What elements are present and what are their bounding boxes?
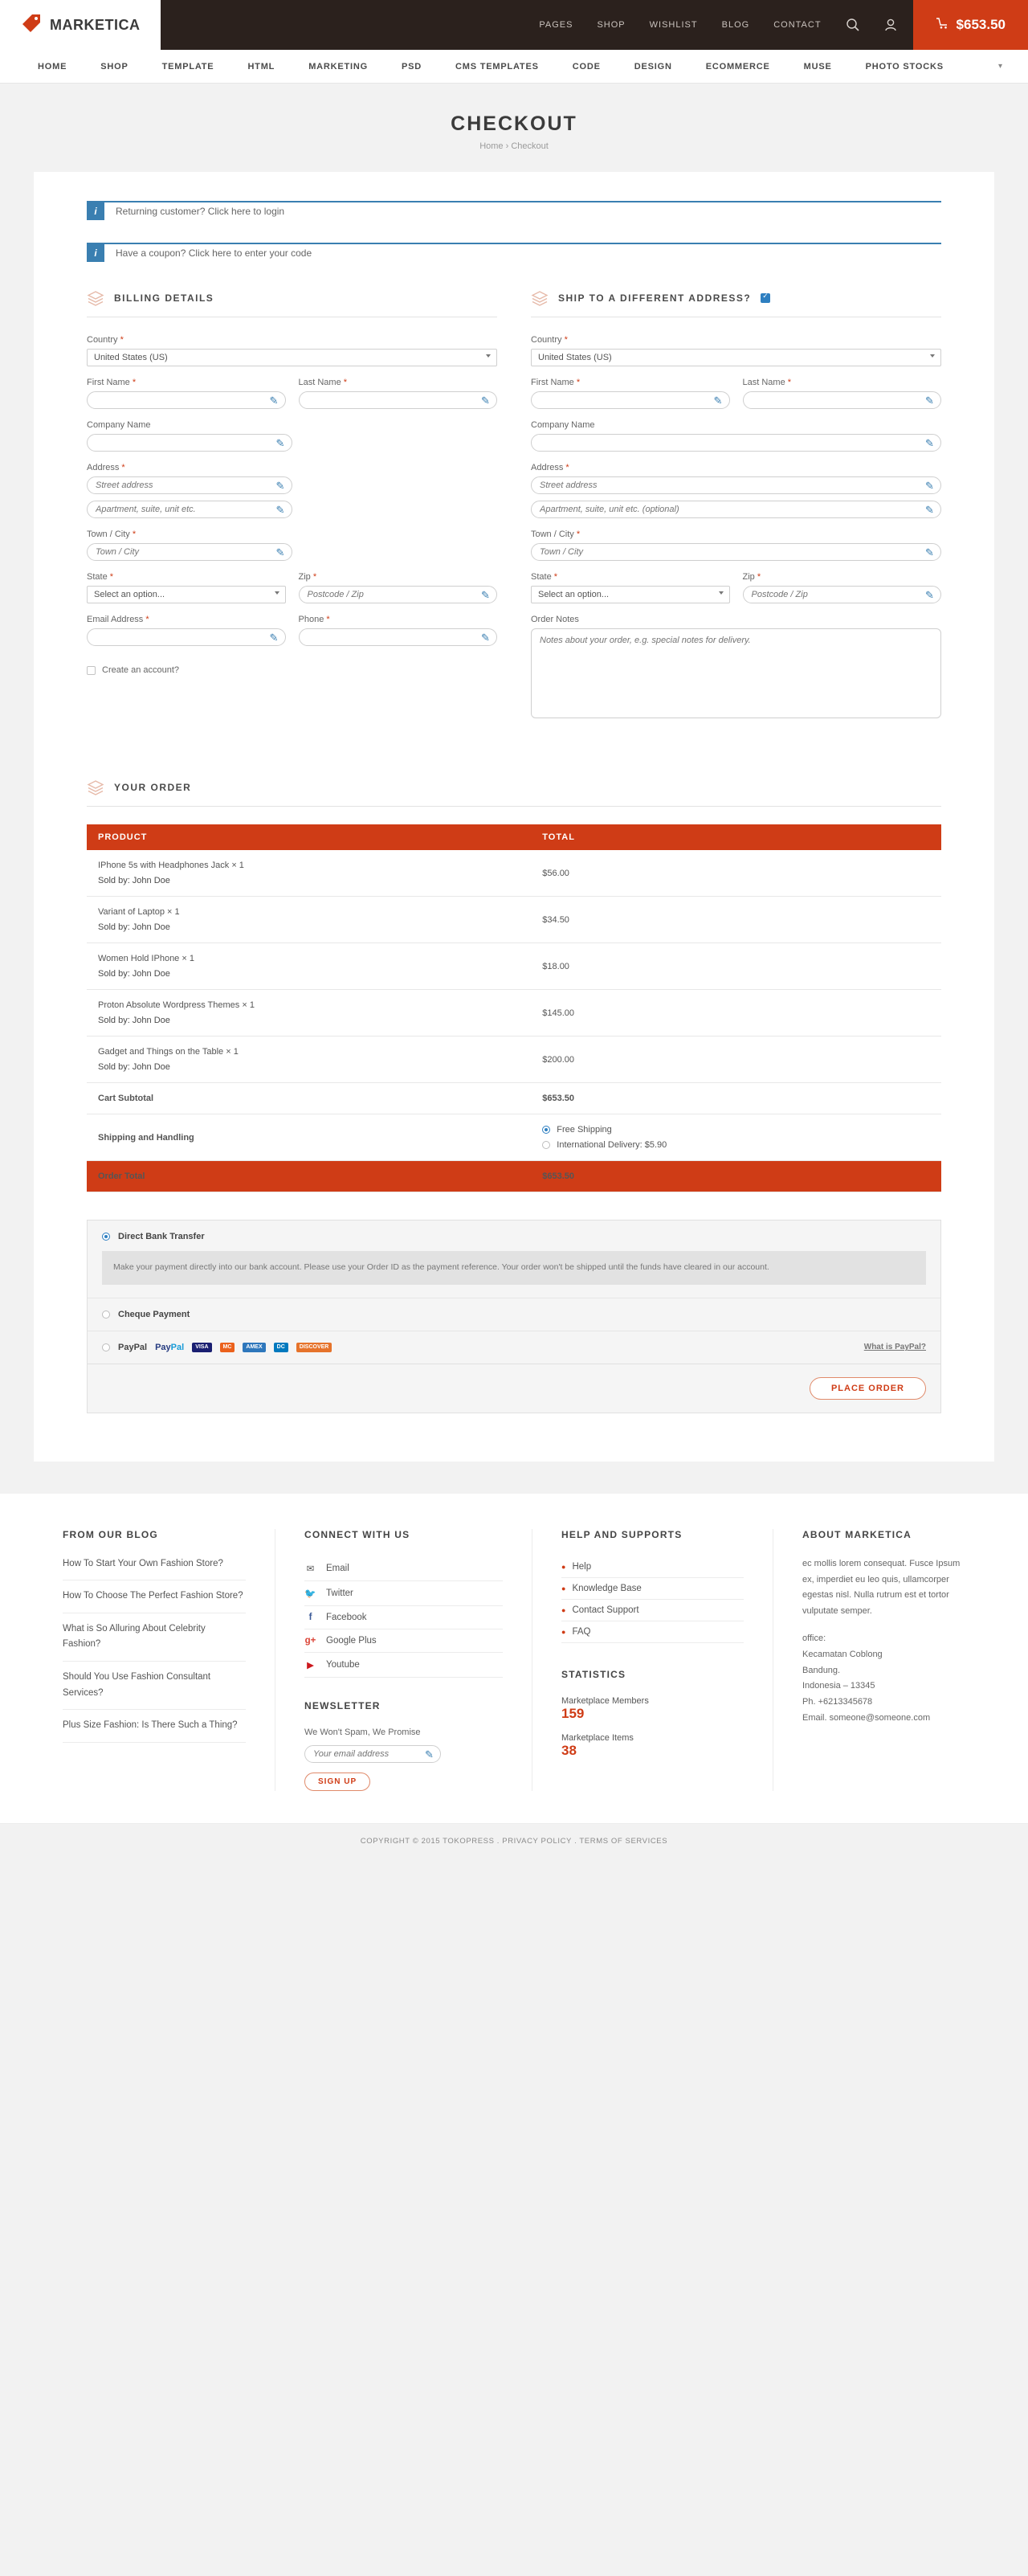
pencil-icon: ✎ bbox=[925, 504, 934, 516]
order-title: YOUR ORDER bbox=[114, 782, 192, 793]
radio-international-delivery[interactable] bbox=[542, 1141, 550, 1149]
office-line: Kecamatan Coblong bbox=[802, 1649, 883, 1659]
billing-city-label: Town / City bbox=[87, 530, 130, 539]
pencil-icon: ✎ bbox=[713, 395, 723, 407]
pencil-icon: ✎ bbox=[269, 632, 279, 644]
billing-zip-group: Zip * Postcode / Zip ✎ bbox=[299, 572, 498, 603]
payment-paypal[interactable] bbox=[88, 1331, 940, 1364]
about-text: ec mollis lorem consequat. Fusce Ipsum ex, imperdiet eu leo quis, ullamcorper egestas nisl. Nulla rutrum est et tortor vulputate semper. bbox=[802, 1558, 961, 1617]
shipping-firstname-group: First Name * ✎ bbox=[531, 378, 730, 409]
help-label: FAQ bbox=[572, 1626, 591, 1637]
blog-link[interactable]: What is So Alluring About Celebrity Fashion? bbox=[63, 1621, 246, 1662]
top-link-wishlist[interactable]: WISHLIST bbox=[649, 20, 698, 30]
billing-email-input[interactable] bbox=[87, 628, 286, 646]
layers-icon bbox=[87, 779, 104, 796]
billing-email-group: Email Address * ✎ bbox=[87, 615, 286, 646]
product-total: $18.00 bbox=[531, 943, 941, 990]
paypal-logo-icon: PayPal bbox=[155, 1342, 185, 1352]
bullet-icon: ● bbox=[561, 1584, 566, 1593]
cart-subtotal-label: Cart Subtotal bbox=[87, 1083, 531, 1114]
order-notes-group bbox=[531, 615, 941, 721]
billing-zip-label: Zip bbox=[298, 572, 311, 582]
blog-link[interactable]: Should You Use Fashion Consultant Services? bbox=[63, 1670, 246, 1710]
chevron-down-icon bbox=[930, 354, 935, 358]
social-link-youtube[interactable] bbox=[304, 1653, 503, 1678]
order-total-label: Order Total bbox=[87, 1161, 531, 1192]
billing-company-input[interactable] bbox=[87, 434, 292, 452]
top-link-contact[interactable]: CONTACT bbox=[773, 20, 822, 30]
your-order-section bbox=[87, 779, 941, 1413]
shipping-state-group: State * Select an option... bbox=[531, 572, 730, 603]
newsletter-email-input[interactable] bbox=[304, 1745, 441, 1763]
chevron-down-icon[interactable]: ▾ bbox=[997, 62, 1002, 71]
product-name: Proton Absolute Wordpress Themes × 1 bbox=[98, 1000, 255, 1010]
nav-muse[interactable]: MUSE bbox=[803, 61, 832, 72]
checkout-card bbox=[34, 172, 994, 1462]
ship-different-checkbox[interactable] bbox=[761, 293, 770, 303]
newsletter-subtitle: We Won't Spam, We Promise bbox=[304, 1727, 421, 1737]
coupon-notice-text[interactable]: Have a coupon? Click here to enter your code bbox=[116, 247, 312, 259]
shipping-zip-group: Zip * Postcode / Zip ✎ bbox=[743, 572, 942, 603]
product-name: Women Hold IPhone × 1 bbox=[98, 954, 194, 963]
radio-direct-bank-transfer[interactable] bbox=[102, 1233, 110, 1241]
nav-code[interactable]: CODE bbox=[572, 61, 601, 72]
social-link-email[interactable] bbox=[304, 1556, 503, 1581]
pencil-icon: ✎ bbox=[275, 480, 285, 492]
help-label: Contact Support bbox=[572, 1605, 639, 1615]
newsletter-signup-button[interactable]: SIGN UP bbox=[304, 1773, 370, 1791]
product-seller: Sold by: John Doe bbox=[98, 922, 170, 932]
what-is-paypal-link[interactable]: What is PayPal? bbox=[863, 1343, 926, 1352]
statistics-heading: STATISTICS bbox=[561, 1668, 626, 1680]
cart-total: $653.50 bbox=[956, 17, 1006, 32]
footer bbox=[0, 1494, 1028, 1858]
nav-shop[interactable]: SHOP bbox=[100, 61, 128, 72]
shipping-country-select[interactable] bbox=[531, 349, 941, 366]
nav-ecommerce[interactable]: ECOMMERCE bbox=[705, 61, 770, 72]
order-notes-label: Order Notes bbox=[531, 615, 579, 624]
cart-subtotal-row bbox=[87, 1083, 941, 1114]
table-row bbox=[87, 1037, 941, 1083]
layers-icon bbox=[531, 289, 549, 307]
shipping-country-label: Country bbox=[531, 335, 562, 345]
shipping-country-group: Country * United States (US) bbox=[531, 335, 941, 366]
shipping-city-label: Town / City bbox=[531, 530, 574, 539]
info-icon: i bbox=[87, 244, 104, 262]
bullet-icon: ● bbox=[561, 1627, 566, 1636]
billing-country-label: Country bbox=[87, 335, 118, 345]
payment-description: Make your payment directly into our bank account. Please use your Order ID as the payment reference. Your order won't be shipped until the funds have cleared in our account. bbox=[102, 1251, 926, 1285]
product-seller: Sold by: John Doe bbox=[98, 1062, 170, 1072]
social-label: Email bbox=[326, 1563, 349, 1573]
place-order-button[interactable]: PLACE ORDER bbox=[810, 1377, 926, 1400]
mastercard-icon: MC bbox=[220, 1343, 235, 1352]
product-seller: Sold by: John Doe bbox=[98, 969, 170, 979]
shipping-firstname-input[interactable] bbox=[531, 391, 730, 409]
bullet-icon: ● bbox=[561, 1562, 566, 1571]
pencil-icon: ✎ bbox=[269, 395, 279, 407]
billing-country-select[interactable] bbox=[87, 349, 497, 366]
pencil-icon: ✎ bbox=[925, 546, 934, 558]
pencil-icon: ✎ bbox=[925, 589, 934, 601]
pencil-icon: ✎ bbox=[481, 395, 490, 407]
copyright-text: COPYRIGHT © 2015 TOKOPRESS bbox=[360, 1836, 495, 1846]
product-total: $200.00 bbox=[531, 1037, 941, 1083]
footer-about-heading: ABOUT MARKETICA bbox=[802, 1528, 912, 1540]
main-nav bbox=[0, 50, 1028, 84]
privacy-policy-link[interactable]: PRIVACY POLICY bbox=[502, 1836, 572, 1846]
table-row bbox=[87, 897, 941, 943]
pencil-icon: ✎ bbox=[481, 632, 490, 644]
info-icon: i bbox=[87, 202, 104, 220]
footer-blog-heading: FROM OUR BLOG bbox=[63, 1528, 158, 1540]
social-link-googleplus[interactable] bbox=[304, 1629, 503, 1653]
help-label: Knowledge Base bbox=[572, 1583, 642, 1593]
top-nav bbox=[161, 0, 913, 50]
shipping-state-label: State bbox=[531, 572, 552, 582]
social-label: Google Plus bbox=[326, 1635, 377, 1646]
shipping-city-input[interactable] bbox=[531, 543, 941, 561]
office-label: office: bbox=[802, 1634, 826, 1644]
create-account-row[interactable] bbox=[87, 665, 497, 675]
help-link-contact-support[interactable] bbox=[561, 1600, 744, 1621]
copyright-bar: COPYRIGHT © 2015 TOKOPRESS . PRIVACY POLICY . TERMS OF SERVICES bbox=[0, 1823, 1028, 1858]
nav-design[interactable]: DESIGN bbox=[634, 61, 672, 72]
billing-lastname-group: Last Name * ✎ bbox=[299, 378, 498, 409]
order-table bbox=[87, 824, 941, 1192]
shipping-option-label: Free Shipping bbox=[557, 1125, 612, 1135]
billing-phone-input[interactable] bbox=[299, 628, 498, 646]
create-account-label: Create an account? bbox=[102, 665, 180, 675]
billing-address-group: Address * Street address ✎ Apartment, suite, unit etc. ✎ bbox=[87, 463, 497, 518]
page-header bbox=[0, 84, 1028, 172]
logo[interactable] bbox=[0, 0, 161, 50]
nav-photo-stocks[interactable]: PHOTO STOCKS bbox=[865, 61, 944, 72]
blog-link[interactable]: How To Choose The Perfect Fashion Store? bbox=[63, 1589, 246, 1613]
discover-card-icon: DISCOVER bbox=[296, 1343, 332, 1352]
pencil-icon: ✎ bbox=[925, 395, 934, 407]
top-link-blog[interactable]: BLOG bbox=[721, 20, 750, 30]
leaf-tag-icon bbox=[21, 13, 42, 37]
billing-address2-input[interactable] bbox=[87, 501, 292, 518]
shipping-option-label: International Delivery: $5.90 bbox=[557, 1140, 667, 1150]
social-link-twitter[interactable] bbox=[304, 1581, 503, 1606]
col-product: PRODUCT bbox=[87, 824, 531, 850]
top-link-shop[interactable]: SHOP bbox=[597, 20, 626, 30]
billing-zip-input[interactable] bbox=[299, 586, 498, 603]
shipping-company-input[interactable] bbox=[531, 434, 941, 452]
footer-connect bbox=[275, 1529, 532, 1791]
radio-cheque-payment[interactable] bbox=[102, 1310, 110, 1319]
members-value: 159 bbox=[561, 1705, 585, 1721]
cart-button[interactable] bbox=[913, 0, 1028, 50]
pencil-icon: ✎ bbox=[275, 437, 285, 449]
office-line: Indonesia – 13345 bbox=[802, 1681, 875, 1691]
facebook-icon: f bbox=[308, 1612, 312, 1622]
twitter-icon: 🐦 bbox=[304, 1589, 316, 1599]
shipping-row bbox=[87, 1114, 941, 1161]
pencil-icon: ✎ bbox=[425, 1748, 434, 1760]
coupon-notice[interactable] bbox=[87, 243, 941, 262]
table-row bbox=[87, 850, 941, 897]
col-total: TOTAL bbox=[531, 824, 941, 850]
social-label: Facebook bbox=[326, 1612, 367, 1622]
amex-card-icon: AMEX bbox=[243, 1343, 265, 1352]
billing-company-group bbox=[87, 420, 497, 452]
newsletter-heading: NEWSLETTER bbox=[304, 1699, 381, 1711]
shipping-zip-label: Zip bbox=[742, 572, 755, 582]
billing-firstname-label: First Name bbox=[87, 378, 130, 387]
office-line: Bandung. bbox=[802, 1665, 841, 1675]
shipping-option-free[interactable] bbox=[542, 1125, 930, 1135]
billing-city-group: Town / City * Town / City ✎ bbox=[87, 530, 497, 561]
billing-city-input[interactable] bbox=[87, 543, 292, 561]
login-notice-text[interactable]: Returning customer? Click here to login bbox=[116, 206, 285, 217]
billing-company-label: Company Name bbox=[87, 420, 151, 430]
billing-title: BILLING DETAILS bbox=[114, 292, 214, 304]
billing-email-label: Email Address bbox=[87, 615, 144, 624]
shipping-address-group: Address * Street address ✎ Apartment, suite, unit etc. (optional) ✎ bbox=[531, 463, 941, 518]
place-order-row bbox=[87, 1364, 941, 1413]
product-name: Variant of Laptop × 1 bbox=[98, 907, 180, 917]
cart-icon bbox=[936, 17, 948, 33]
footer-help bbox=[532, 1529, 773, 1791]
nav-home[interactable]: HOME bbox=[38, 61, 67, 72]
shipping-column bbox=[531, 289, 941, 732]
billing-address-label: Address bbox=[87, 463, 120, 472]
bullet-icon: ● bbox=[561, 1605, 566, 1614]
top-link-pages[interactable]: PAGES bbox=[539, 20, 573, 30]
search-icon[interactable] bbox=[846, 18, 860, 32]
payment-cheque[interactable] bbox=[88, 1298, 940, 1331]
billing-phone-label: Phone bbox=[298, 615, 324, 624]
product-total: $34.50 bbox=[531, 897, 941, 943]
nav-cms-templates[interactable]: CMS TEMPLATES bbox=[455, 61, 539, 72]
items-value: 38 bbox=[561, 1742, 577, 1758]
table-row bbox=[87, 943, 941, 990]
radio-free-shipping[interactable] bbox=[542, 1126, 550, 1134]
social-link-facebook[interactable] bbox=[304, 1606, 503, 1629]
shipping-lastname-label: Last Name bbox=[742, 378, 785, 387]
login-notice[interactable] bbox=[87, 201, 941, 220]
product-name: Gadget and Things on the Table × 1 bbox=[98, 1047, 239, 1057]
payment-methods bbox=[87, 1220, 941, 1364]
pencil-icon: ✎ bbox=[925, 437, 934, 449]
order-table-header bbox=[87, 824, 941, 850]
billing-country-group: Country * United States (US) bbox=[87, 335, 497, 366]
members-label: Marketplace Members bbox=[561, 1695, 649, 1706]
pencil-icon: ✎ bbox=[481, 589, 490, 601]
billing-firstname-input[interactable] bbox=[87, 391, 286, 409]
pencil-icon: ✎ bbox=[925, 480, 934, 492]
billing-phone-group: Phone * ✎ bbox=[299, 615, 498, 646]
shipping-zip-input[interactable] bbox=[743, 586, 942, 603]
table-row bbox=[87, 990, 941, 1037]
payment-label: Cheque Payment bbox=[118, 1309, 190, 1319]
footer-blog bbox=[34, 1529, 275, 1791]
order-total-row bbox=[87, 1161, 941, 1192]
visa-card-icon: VISA bbox=[192, 1343, 211, 1352]
help-link-help[interactable] bbox=[561, 1556, 744, 1578]
shipping-state-select[interactable] bbox=[531, 586, 730, 603]
social-label: Twitter bbox=[326, 1588, 353, 1598]
chevron-down-icon bbox=[275, 591, 279, 595]
shipping-address-label: Address bbox=[531, 463, 564, 472]
user-icon[interactable] bbox=[884, 18, 897, 32]
brand-name: MARKETICA bbox=[50, 16, 141, 33]
googleplus-icon: g+ bbox=[304, 1635, 316, 1646]
shipping-company-group bbox=[531, 420, 941, 452]
billing-heading bbox=[87, 289, 497, 317]
product-name: IPhone 5s with Headphones Jack × 1 bbox=[98, 861, 244, 870]
radio-paypal[interactable] bbox=[102, 1343, 110, 1351]
breadcrumb: Home › Checkout bbox=[479, 141, 549, 151]
shipping-heading bbox=[531, 289, 941, 317]
shipping-lastname-input[interactable] bbox=[743, 391, 942, 409]
billing-firstname-group: First Name * ✎ bbox=[87, 378, 286, 409]
chevron-down-icon bbox=[719, 591, 724, 595]
order-heading bbox=[87, 779, 941, 807]
help-label: Help bbox=[572, 1561, 592, 1572]
shipping-address1-input[interactable] bbox=[531, 476, 941, 494]
billing-lastname-input[interactable] bbox=[299, 391, 498, 409]
product-total: $145.00 bbox=[531, 990, 941, 1037]
shipping-option-international[interactable] bbox=[542, 1140, 930, 1150]
nav-html[interactable]: HTML bbox=[247, 61, 275, 72]
help-link-knowledge-base[interactable] bbox=[561, 1578, 744, 1600]
product-seller: Sold by: John Doe bbox=[98, 876, 170, 885]
shipping-title: SHIP TO A DIFFERENT ADDRESS? bbox=[558, 292, 752, 304]
billing-column bbox=[87, 289, 497, 732]
order-notes-textarea[interactable] bbox=[531, 628, 941, 718]
layers-icon bbox=[87, 289, 104, 307]
payment-bank-transfer[interactable] bbox=[88, 1221, 940, 1298]
billing-lastname-label: Last Name bbox=[298, 378, 341, 387]
pencil-icon: ✎ bbox=[275, 504, 285, 516]
help-link-faq[interactable] bbox=[561, 1621, 744, 1643]
terms-link[interactable]: TERMS OF SERVICES bbox=[579, 1836, 668, 1846]
footer-about bbox=[773, 1529, 994, 1791]
top-bar bbox=[0, 0, 1028, 50]
footer-help-heading: HELP AND SUPPORTS bbox=[561, 1528, 683, 1540]
payment-label: PayPal bbox=[118, 1342, 148, 1352]
shipping-city-group: Town / City * Town / City ✎ bbox=[531, 530, 941, 561]
nav-psd[interactable]: PSD bbox=[402, 61, 422, 72]
billing-state-label: State bbox=[87, 572, 108, 582]
product-seller: Sold by: John Doe bbox=[98, 1016, 170, 1025]
shipping-address2-input[interactable] bbox=[531, 501, 941, 518]
mail-icon: ✉ bbox=[306, 1564, 315, 1574]
footer-connect-heading: CONNECT WITH US bbox=[304, 1528, 410, 1540]
social-label: Youtube bbox=[326, 1659, 360, 1670]
shipping-firstname-label: First Name bbox=[531, 378, 574, 387]
shipping-lastname-group: Last Name * ✎ bbox=[743, 378, 942, 409]
shipping-company-label: Company Name bbox=[531, 420, 595, 430]
youtube-icon: ▶ bbox=[307, 1660, 314, 1670]
billing-state-group: State * Select an option... bbox=[87, 572, 286, 603]
nav-template[interactable]: TEMPLATE bbox=[161, 61, 214, 72]
dinersclub-card-icon: DC bbox=[274, 1343, 288, 1352]
chevron-down-icon bbox=[486, 354, 491, 358]
items-label: Marketplace Items bbox=[561, 1732, 634, 1743]
payment-label: Direct Bank Transfer bbox=[118, 1232, 205, 1241]
shipping-label: Shipping and Handling bbox=[87, 1114, 531, 1161]
pencil-icon: ✎ bbox=[275, 546, 285, 558]
cart-subtotal-value: $653.50 bbox=[531, 1083, 941, 1114]
blog-link[interactable]: Plus Size Fashion: Is There Such a Thing? bbox=[63, 1718, 246, 1743]
product-total: $56.00 bbox=[531, 850, 941, 897]
blog-link[interactable]: How To Start Your Own Fashion Store? bbox=[63, 1556, 246, 1581]
order-total-value: $653.50 bbox=[531, 1161, 941, 1192]
office-line: Ph. +6213345678 bbox=[802, 1697, 873, 1707]
create-account-checkbox[interactable] bbox=[87, 666, 96, 675]
page-title: CHECKOUT bbox=[451, 112, 577, 135]
billing-state-select[interactable] bbox=[87, 586, 286, 603]
nav-marketing[interactable]: MARKETING bbox=[308, 61, 368, 72]
office-line: Email. someone@someone.com bbox=[802, 1713, 931, 1723]
billing-address1-input[interactable] bbox=[87, 476, 292, 494]
